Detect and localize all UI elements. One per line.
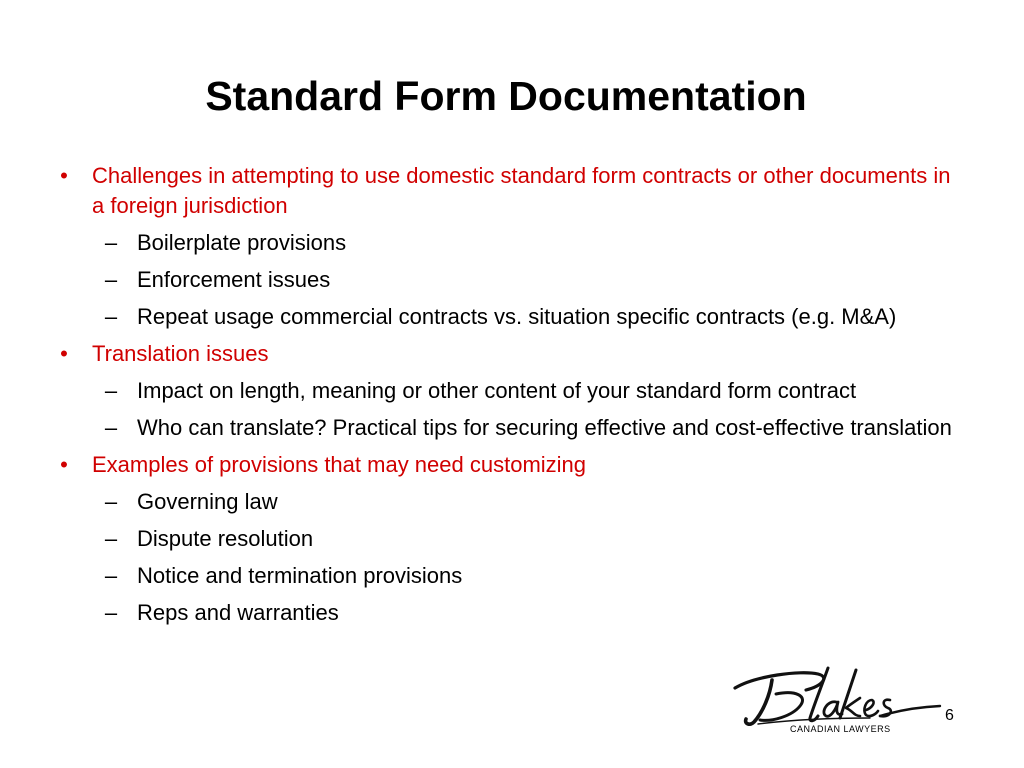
sub-bullet-item <box>56 598 956 628</box>
sub-bullet-item <box>56 376 956 406</box>
logo-tagline: CANADIAN LAWYERS <box>790 724 891 734</box>
sub-bullet-text: Who can translate? Practical tips for securing effective and cost-effective translation <box>137 415 952 440</box>
sub-bullet-item <box>56 265 956 295</box>
sub-bullet-text: Dispute resolution <box>137 526 314 551</box>
sub-bullet-marker: – <box>104 600 118 625</box>
page-number: 6 <box>945 707 954 724</box>
sub-bullet-text: Impact on length, meaning or other content of your standard form contract <box>137 378 857 403</box>
sub-bullet-item <box>56 413 956 443</box>
bullet-text: Translation issues <box>92 341 269 366</box>
bullet-item <box>56 161 956 221</box>
sub-bullet-marker: – <box>104 230 118 255</box>
sub-bullet-marker: – <box>104 267 118 292</box>
sub-bullet-marker: – <box>104 563 118 588</box>
sub-bullet-item <box>56 228 956 258</box>
bullet-text: Examples of provisions that may need customizing <box>92 452 587 477</box>
bullet-list <box>56 161 956 635</box>
sub-bullet-marker: – <box>104 526 118 551</box>
sub-bullet-text: Boilerplate provisions <box>137 230 347 255</box>
bullet-text: Challenges in attempting to use domestic standard form contracts or other documents in a foreign jurisdiction <box>92 163 951 218</box>
bullet-marker: • <box>60 452 68 477</box>
bullet-marker: • <box>60 341 68 366</box>
sub-bullet-text: Notice and termination provisions <box>137 563 463 588</box>
bullet-marker: • <box>60 163 68 188</box>
bullet-item <box>56 450 956 480</box>
sub-bullet-text: Reps and warranties <box>137 600 339 625</box>
sub-bullet-item <box>56 302 956 332</box>
sub-bullet-item <box>56 561 956 591</box>
sub-bullet-marker: – <box>104 489 118 514</box>
bullet-item <box>56 339 956 369</box>
sub-bullet-text: Repeat usage commercial contracts vs. situation specific contracts (e.g. M&A) <box>137 304 897 329</box>
sub-bullet-text: Enforcement issues <box>137 267 331 292</box>
slide-title: Standard Form Documentation <box>205 73 807 119</box>
sub-bullet-item <box>56 524 956 554</box>
sub-bullet-marker: – <box>104 415 118 440</box>
sub-bullet-marker: – <box>104 304 118 329</box>
sub-bullet-text: Governing law <box>137 489 278 514</box>
sub-bullet-item <box>56 487 956 517</box>
sub-bullet-marker: – <box>104 378 118 403</box>
